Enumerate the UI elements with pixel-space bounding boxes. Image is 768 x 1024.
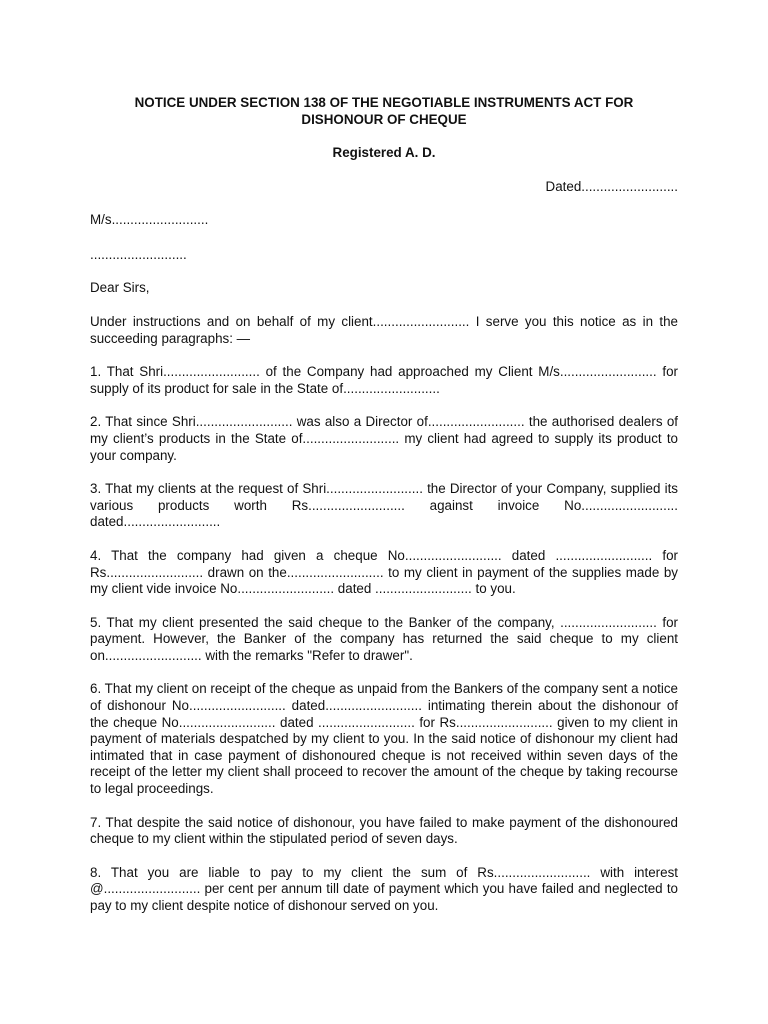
addressee-address: .......................... xyxy=(90,246,187,262)
paragraph-6: 6. That my client on receipt of the cheque as unpaid from the Bankers of the company sent a notice of dishonour No.......................... dated.......................... intimating therein about the dishonour of the cheque No.......................... dated .......................... for Rs.......................... given to my client in payment of materials despatched by my client to you. In the said notice of dishonour my client had intimated that in case payment of dishonoured cheque is not received within seven days of the receipt of the letter my client shall proceed to recover the amount of the cheque by taking recourse to legal proceedings. xyxy=(90,681,678,797)
paragraph-2: 2. That since Shri.......................... was also a Director of.......................... the authorised dealers of my client’s products in the State of.......................... my client had agreed to supply its product to your company. xyxy=(90,414,678,463)
addressee-name: M/s.......................... xyxy=(90,212,209,228)
paragraph-1: 1. That Shri.......................... of the Company had approached my Client M/s.......................... for supply of its product for sale in the State of.......................... xyxy=(90,364,678,396)
paragraph-3: 3. That my clients at the request of Shri.......................... the Director of your Company, supplied its various products worth Rs.......................... against invoice No.......................... dated.......................... xyxy=(90,481,678,530)
paragraph-7: 7. That despite the said notice of dishonour, you have failed to make payment of the dishonoured cheque to my client within the stipulated period of seven days. xyxy=(90,814,678,847)
paragraph-5: 5. That my client presented the said cheque to the Banker of the company, .......................... for payment. However, the Banker of the company has returned the said cheque to my client on.......................... with the remarks "Refer to drawer". xyxy=(90,614,678,663)
salutation: Dear Sirs, xyxy=(90,280,150,296)
document-page xyxy=(90,86,678,915)
intro-paragraph: Under instructions and on behalf of my client.......................... I serve you this notice as in the succeeding paragraphs: — xyxy=(90,313,678,346)
dated-line: Dated.......................... xyxy=(545,178,678,194)
paragraph-4: 4. That the company had given a cheque No.......................... dated .......................... for Rs.......................... drawn on the.......................... to my client in payment of the supplies made by my client vide invoice No.......................... dated .......................... to you. xyxy=(90,547,678,597)
paragraph-8: 8. That you are liable to pay to my client the sum of Rs.......................... with interest @.......................... per cent per annum till date of payment which you have failed and neglected to pay to my client despite notice of dishonour served on you. xyxy=(90,864,678,913)
document-title xyxy=(90,94,678,128)
registered-ad-label: Registered A. D. xyxy=(332,145,436,160)
title-line-1: NOTICE UNDER SECTION 138 OF THE NEGOTIABLE INSTRUMENTS ACT FOR xyxy=(134,95,634,110)
title-line-2: DISHONOUR OF CHEQUE xyxy=(301,112,467,127)
